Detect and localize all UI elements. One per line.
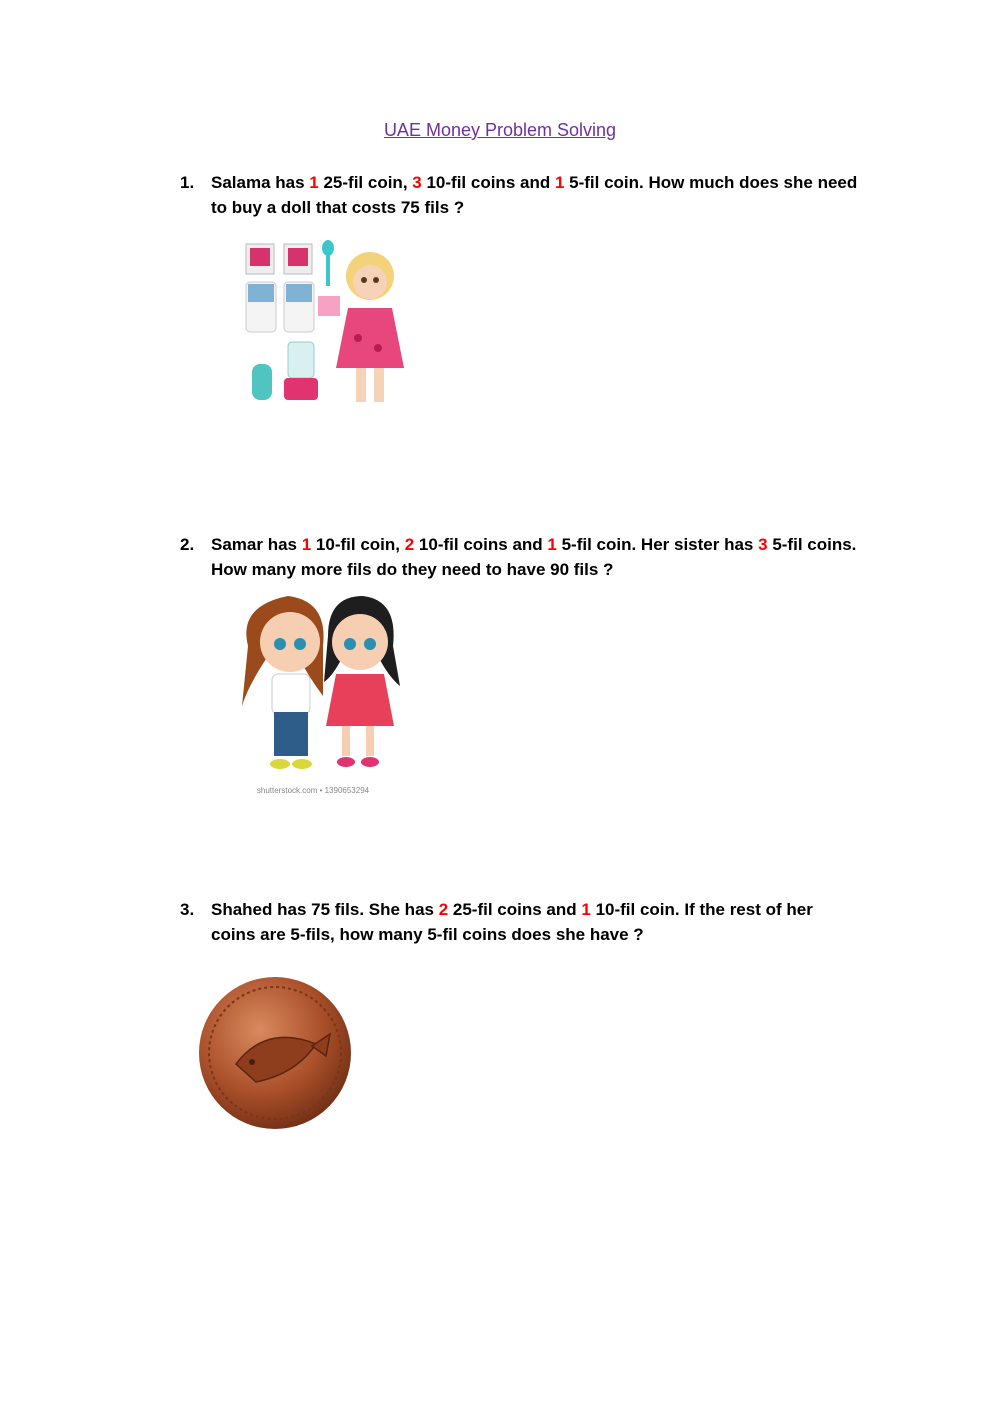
question-number: 2. [180, 535, 195, 554]
doll-toy-set-image [238, 238, 418, 413]
question-2 [180, 532, 860, 582]
question-text: Shahed has 75 fils. She has 2 25-fil coins and 1 10-fil coin. If the rest of her coins are 5-fils, how many 5-fil coins does she have ? [211, 900, 813, 944]
question-text: Salama has 1 25-fil coin, 3 10-fil coins and 1 5-fil coin. How much does she need to buy a doll that costs 75 fils ? [211, 173, 858, 217]
two-girls-illustration [228, 586, 408, 781]
question-number: 1. [180, 173, 195, 192]
question-1 [180, 170, 860, 220]
question-number: 3. [180, 900, 195, 919]
five-fil-coin-image [196, 974, 354, 1132]
question-text: Samar has 1 10-fil coin, 2 10-fil coins and 1 5-fil coin. Her sister has 3 5-fil coins. How many more fils do they need to have 90 fils ? [211, 535, 857, 579]
watermark-text: shutterstock.com • 1390653294 [256, 786, 370, 795]
question-3 [180, 897, 860, 947]
two-girls-image [228, 586, 408, 801]
page-title: UAE Money Problem Solving [383, 120, 617, 140]
